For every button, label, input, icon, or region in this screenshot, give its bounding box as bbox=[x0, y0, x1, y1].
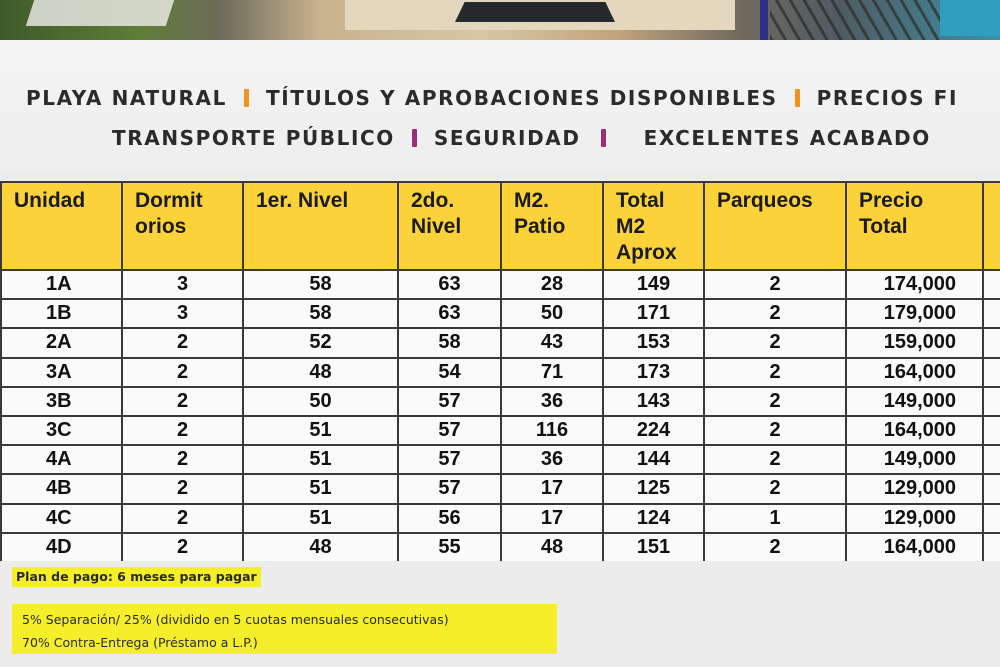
table-cell: 143 bbox=[603, 387, 704, 416]
table-cell: 17 bbox=[501, 474, 603, 503]
separator-bar bbox=[244, 89, 249, 107]
table-row bbox=[1, 474, 1000, 503]
table-cell: 2 bbox=[122, 504, 243, 533]
feature-item: PRECIOS FI bbox=[816, 86, 958, 110]
post-image bbox=[760, 0, 768, 40]
table-row bbox=[1, 504, 1000, 533]
features-line-2 bbox=[112, 126, 931, 150]
table-row bbox=[1, 358, 1000, 387]
table-cell: 50 bbox=[501, 299, 603, 328]
table-cell: 48 bbox=[243, 533, 398, 561]
table-cell: 56 bbox=[398, 504, 501, 533]
table-cell: 71 bbox=[501, 358, 603, 387]
table-cell-cropped bbox=[983, 504, 1000, 533]
table-cell-cropped bbox=[983, 474, 1000, 503]
table-cell-cropped bbox=[983, 328, 1000, 357]
table-row bbox=[1, 387, 1000, 416]
table-cell: 144 bbox=[603, 445, 704, 474]
price-cell: 164,000 bbox=[846, 358, 983, 387]
table-cell: 153 bbox=[603, 328, 704, 357]
table-cell: 2 bbox=[704, 533, 846, 561]
feature-item: TRANSPORTE PÚBLICO bbox=[112, 126, 395, 150]
table-row bbox=[1, 445, 1000, 474]
column-header: M2. Patio bbox=[501, 182, 603, 270]
column-header: Precio Total bbox=[846, 182, 983, 270]
table-row bbox=[1, 328, 1000, 357]
table-cell: 43 bbox=[501, 328, 603, 357]
table-cell: 17 bbox=[501, 504, 603, 533]
table-cell: 54 bbox=[398, 358, 501, 387]
table-cell-cropped bbox=[983, 387, 1000, 416]
column-header: Parqueos bbox=[704, 182, 846, 270]
table-cell: 57 bbox=[398, 445, 501, 474]
price-cell: 149,000 bbox=[846, 387, 983, 416]
table-cell: 1 bbox=[704, 504, 846, 533]
table-cell: 171 bbox=[603, 299, 704, 328]
table-cell: 2 bbox=[122, 358, 243, 387]
table-cell: 28 bbox=[501, 270, 603, 299]
payment-plan-note: Plan de pago: 6 meses para pagar bbox=[12, 567, 261, 587]
table-cell: 3 bbox=[122, 270, 243, 299]
table-cell: 48 bbox=[501, 533, 603, 561]
table-cell-cropped bbox=[983, 358, 1000, 387]
table-row bbox=[1, 533, 1000, 561]
column-header bbox=[983, 182, 1000, 270]
table-cell: 2 bbox=[704, 358, 846, 387]
column-header: 2do. Nivel bbox=[398, 182, 501, 270]
table-cell: 2 bbox=[704, 474, 846, 503]
column-header: 1er. Nivel bbox=[243, 182, 398, 270]
table-cell: 51 bbox=[243, 504, 398, 533]
table-cell: 2 bbox=[122, 474, 243, 503]
unit-cell: 1B bbox=[1, 299, 122, 328]
table-cell: 63 bbox=[398, 299, 501, 328]
price-cell: 129,000 bbox=[846, 504, 983, 533]
price-cell: 164,000 bbox=[846, 416, 983, 445]
price-cell: 129,000 bbox=[846, 474, 983, 503]
table-row bbox=[1, 299, 1000, 328]
table-row bbox=[1, 270, 1000, 299]
railing-image bbox=[770, 0, 940, 40]
price-cell: 149,000 bbox=[846, 445, 983, 474]
table-cell: 116 bbox=[501, 416, 603, 445]
table-cell: 2 bbox=[122, 416, 243, 445]
table-cell: 224 bbox=[603, 416, 704, 445]
table-cell: 58 bbox=[243, 299, 398, 328]
building-image bbox=[26, 0, 174, 26]
table-cell: 2 bbox=[122, 387, 243, 416]
table-cell: 2 bbox=[704, 299, 846, 328]
property-photo-strip bbox=[0, 0, 1000, 40]
table-cell: 173 bbox=[603, 358, 704, 387]
table-cell: 55 bbox=[398, 533, 501, 561]
table-cell: 51 bbox=[243, 474, 398, 503]
unit-cell: 4B bbox=[1, 474, 122, 503]
table-body bbox=[1, 270, 1000, 561]
table-cell: 3 bbox=[122, 299, 243, 328]
table-cell: 2 bbox=[122, 533, 243, 561]
feature-item: EXCELENTES ACABADO bbox=[643, 126, 931, 150]
table-cell: 2 bbox=[704, 416, 846, 445]
unit-cell: 4A bbox=[1, 445, 122, 474]
payment-terms-line-2: 70% Contra-Entrega (Préstamo a L.P.) bbox=[18, 633, 262, 653]
table-row bbox=[1, 416, 1000, 445]
feature-item: TÍTULOS Y APROBACIONES DISPONIBLES bbox=[265, 86, 778, 110]
column-header: Total M2 Aprox bbox=[603, 182, 704, 270]
water-image bbox=[940, 0, 1000, 36]
units-table-container bbox=[0, 181, 1000, 561]
price-cell: 159,000 bbox=[846, 328, 983, 357]
unit-cell: 2A bbox=[1, 328, 122, 357]
table-cell: 2 bbox=[122, 445, 243, 474]
payment-terms-line-1: 5% Separación/ 25% (dividido en 5 cuotas mensuales consecutivas) bbox=[18, 610, 453, 630]
table-cell-cropped bbox=[983, 445, 1000, 474]
price-cell: 179,000 bbox=[846, 299, 983, 328]
units-table bbox=[0, 181, 1000, 561]
table-cell: 2 bbox=[704, 328, 846, 357]
unit-cell: 4D bbox=[1, 533, 122, 561]
feature-item: SEGURIDAD bbox=[433, 126, 581, 150]
table-cell: 2 bbox=[122, 328, 243, 357]
unit-cell: 1A bbox=[1, 270, 122, 299]
features-band bbox=[0, 40, 1000, 172]
separator-bar bbox=[412, 129, 417, 147]
features-line-1 bbox=[26, 86, 958, 110]
table-cell: 52 bbox=[243, 328, 398, 357]
table-cell: 63 bbox=[398, 270, 501, 299]
column-header: Unidad bbox=[1, 182, 122, 270]
table-cell: 50 bbox=[243, 387, 398, 416]
table-cell: 58 bbox=[243, 270, 398, 299]
unit-cell: 3B bbox=[1, 387, 122, 416]
table-cell: 51 bbox=[243, 445, 398, 474]
table-cell: 57 bbox=[398, 416, 501, 445]
table-cell: 149 bbox=[603, 270, 704, 299]
table-cell: 48 bbox=[243, 358, 398, 387]
table-cell: 2 bbox=[704, 387, 846, 416]
table-cell-cropped bbox=[983, 416, 1000, 445]
pool-image bbox=[455, 2, 615, 22]
table-cell: 57 bbox=[398, 474, 501, 503]
price-cell: 164,000 bbox=[846, 533, 983, 561]
unit-cell: 3A bbox=[1, 358, 122, 387]
table-cell: 124 bbox=[603, 504, 704, 533]
table-cell-cropped bbox=[983, 270, 1000, 299]
table-cell: 36 bbox=[501, 387, 603, 416]
table-cell-cropped bbox=[983, 299, 1000, 328]
table-cell-cropped bbox=[983, 533, 1000, 561]
unit-cell: 4C bbox=[1, 504, 122, 533]
feature-item: PLAYA NATURAL bbox=[26, 86, 227, 110]
table-cell: 51 bbox=[243, 416, 398, 445]
column-header: Dormit orios bbox=[122, 182, 243, 270]
table-cell: 36 bbox=[501, 445, 603, 474]
table-cell: 2 bbox=[704, 445, 846, 474]
unit-cell: 3C bbox=[1, 416, 122, 445]
price-cell: 174,000 bbox=[846, 270, 983, 299]
table-header-row bbox=[1, 182, 1000, 270]
table-cell: 151 bbox=[603, 533, 704, 561]
table-cell: 58 bbox=[398, 328, 501, 357]
table-cell: 57 bbox=[398, 387, 501, 416]
separator-bar bbox=[601, 129, 606, 147]
separator-bar bbox=[795, 89, 800, 107]
table-cell: 125 bbox=[603, 474, 704, 503]
table-cell: 2 bbox=[704, 270, 846, 299]
